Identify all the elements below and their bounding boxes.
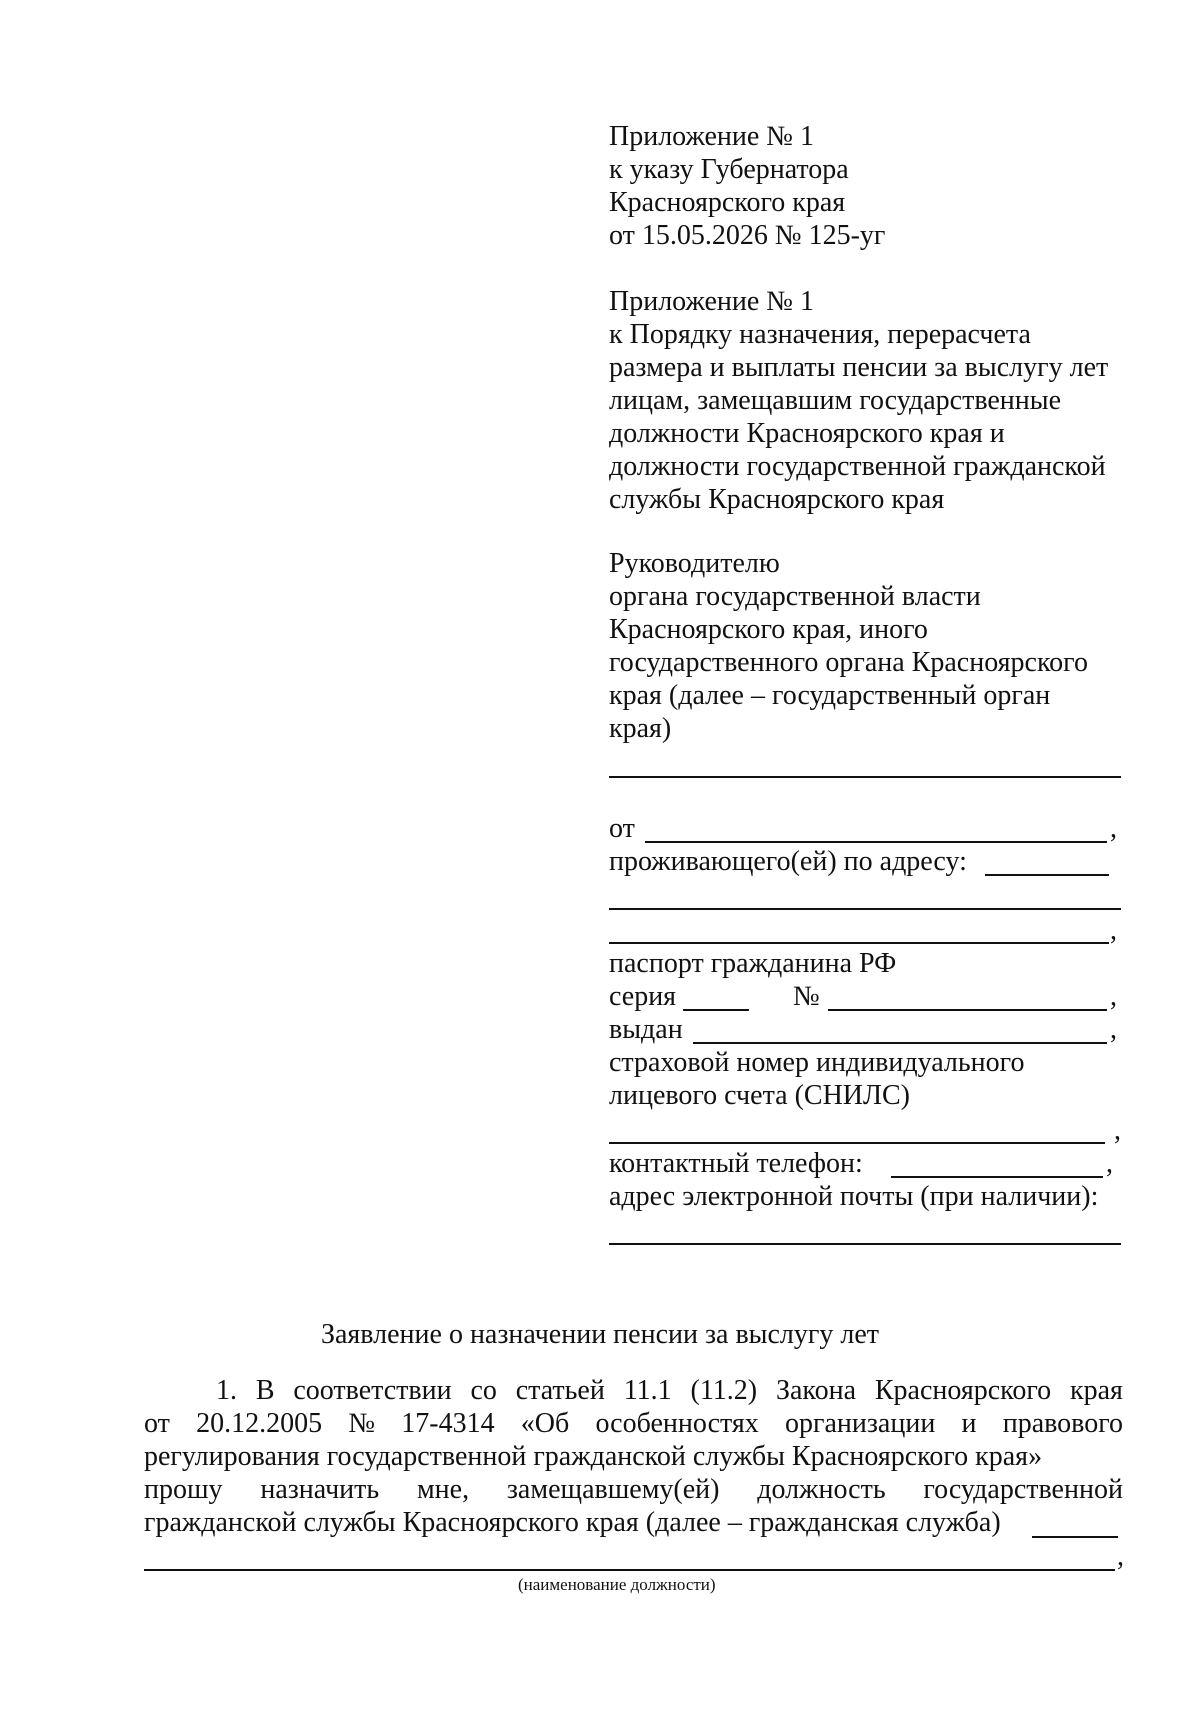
comma: , bbox=[1110, 1014, 1117, 1045]
appendix-2-line: службы Красноярского края bbox=[609, 484, 945, 515]
statement-title: Заявление о назначении пенсии за выслугу лет bbox=[320, 1319, 880, 1350]
comma: , bbox=[1106, 1148, 1113, 1179]
statement-line-5: гражданской службы Красноярского края (далее – гражданская служба) bbox=[144, 1507, 1001, 1538]
word: должность bbox=[757, 1474, 886, 1505]
appendix-2-line: лицам, замещавшим государственные bbox=[609, 385, 1062, 416]
address-label: проживающего(ей) по адресу: bbox=[609, 846, 967, 877]
appendix-2-line: должности Красноярского края и bbox=[609, 418, 1005, 449]
statement-line-3: регулирования государственной гражданской службы Красноярского края» bbox=[144, 1441, 1043, 1472]
email-field[interactable] bbox=[609, 1243, 1121, 1245]
word: «Об bbox=[520, 1408, 570, 1439]
position-field-start[interactable] bbox=[1032, 1536, 1118, 1538]
word: организации bbox=[784, 1408, 936, 1439]
passport-number-field[interactable] bbox=[828, 1009, 1107, 1011]
address-field-line-3[interactable] bbox=[609, 942, 1109, 944]
appendix-1-line: Красноярского края bbox=[609, 187, 846, 218]
appendix-2-line: к Порядку назначения, перерасчета bbox=[609, 319, 1031, 350]
word: назначить bbox=[260, 1474, 380, 1505]
addressee-line: органа государственной власти bbox=[609, 581, 981, 612]
address-field-line-2[interactable] bbox=[609, 908, 1121, 910]
statement-line-4 bbox=[144, 1473, 1123, 1507]
appendix-2-line: должности государственной гражданской bbox=[609, 451, 1106, 482]
appendix-2-line: размера и выплаты пенсии за выслугу лет bbox=[609, 352, 1109, 383]
word: правового bbox=[1002, 1408, 1123, 1439]
word: (11.2) bbox=[690, 1375, 758, 1406]
word: замещавшему(ей) bbox=[506, 1474, 720, 1505]
word: статьей bbox=[515, 1375, 605, 1406]
passport-label: паспорт гражданина РФ bbox=[609, 948, 897, 979]
word: 17-4314 bbox=[401, 1408, 495, 1439]
word: соответствии bbox=[293, 1375, 452, 1406]
snils-label-line-2: лицевого счета (СНИЛС) bbox=[609, 1080, 910, 1111]
comma: , bbox=[1110, 981, 1117, 1012]
word: мне, bbox=[416, 1474, 470, 1505]
word: прошу bbox=[144, 1474, 223, 1505]
appendix-1-line: Приложение № 1 bbox=[609, 121, 814, 152]
word: и bbox=[961, 1408, 977, 1439]
word: 20.12.2005 bbox=[196, 1408, 323, 1439]
word: особенностях bbox=[595, 1408, 759, 1439]
address-field[interactable] bbox=[985, 874, 1109, 876]
addressee-line: края) bbox=[609, 713, 672, 744]
word: В bbox=[255, 1375, 275, 1406]
word: 11.1 bbox=[623, 1375, 672, 1406]
comma: , bbox=[1110, 915, 1117, 946]
word: 1. bbox=[216, 1375, 237, 1406]
comma: , bbox=[1114, 1115, 1121, 1146]
appendix-1-line: к указу Губернатора bbox=[609, 154, 849, 185]
phone-field[interactable] bbox=[891, 1176, 1103, 1178]
passport-issued-field[interactable] bbox=[693, 1042, 1107, 1044]
statement-line-1 bbox=[216, 1374, 1123, 1408]
word: Красноярского bbox=[874, 1375, 1052, 1406]
addressee-line: Руководителю bbox=[609, 548, 780, 579]
addressee-name-field[interactable] bbox=[609, 776, 1121, 778]
series-label: серия bbox=[609, 981, 677, 1012]
word: края bbox=[1069, 1375, 1123, 1406]
addressee-line: Красноярского края, иного bbox=[609, 614, 928, 645]
snils-label: страховой номер индивидуального bbox=[609, 1047, 1025, 1078]
appendix-1-line: от 15.05.2026 № 125-уг bbox=[609, 220, 886, 251]
appendix-2-line: Приложение № 1 bbox=[609, 286, 814, 317]
number-label: № bbox=[793, 981, 820, 1012]
addressee-line: государственного органа Красноярского bbox=[609, 647, 1088, 678]
snils-field[interactable] bbox=[609, 1142, 1105, 1144]
comma: , bbox=[1110, 813, 1117, 844]
word: государственной bbox=[923, 1474, 1123, 1505]
word: от bbox=[144, 1408, 170, 1439]
from-label: от bbox=[609, 813, 635, 844]
position-caption: (наименование должности) bbox=[518, 1575, 716, 1594]
word: со bbox=[470, 1375, 497, 1406]
word: Закона bbox=[775, 1375, 857, 1406]
word: № bbox=[348, 1408, 376, 1439]
from-name-field[interactable] bbox=[645, 841, 1107, 843]
phone-label: контактный телефон: bbox=[609, 1148, 863, 1179]
issued-label: выдан bbox=[609, 1014, 683, 1045]
addressee-line: края (далее – государственный орган bbox=[609, 680, 1051, 711]
comma: , bbox=[1117, 1541, 1124, 1572]
email-label: адрес электронной почты (при наличии): bbox=[609, 1181, 1099, 1212]
statement-line-2 bbox=[144, 1407, 1123, 1441]
position-field[interactable] bbox=[144, 1569, 1115, 1571]
passport-series-field[interactable] bbox=[683, 1009, 749, 1011]
